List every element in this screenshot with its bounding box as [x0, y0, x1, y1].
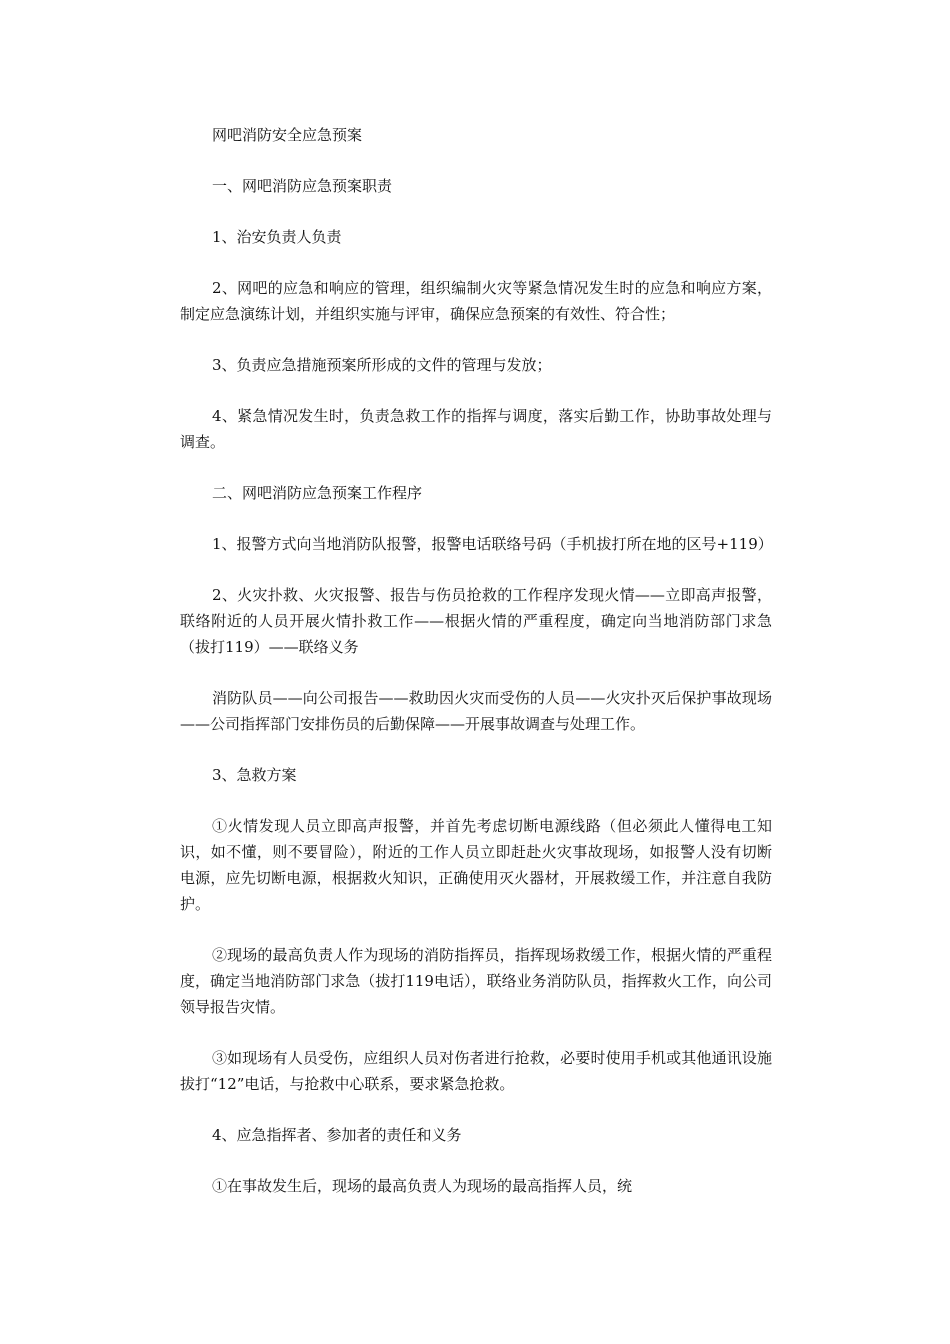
paragraph: ①火情发现人员立即高声报警，并首先考虑切断电源线路（但必须此人懂得电工知识，如不懂，则不要冒险），附近的工作人员立即赶赴火灾事故现场，如报警人没有切断电源，应先切断电源，根据救火知识，正确使用灭火器材，开展救缓工作，并注意自我防护。: [180, 817, 772, 913]
paragraph: 3、负责应急措施预案所形成的文件的管理与发放；: [212, 356, 552, 374]
paragraph: 2、火灾扑救、火灾报警、报告与伤员抢救的工作程序发现火情——立即高声报警，联络附近的人员开展火情扑救工作——根据火情的严重程度，确定向当地消防部门求急（拔打119）——联络义务: [180, 586, 772, 656]
paragraph: ①在事故发生后，现场的最高负责人为现场的最高指挥人员，统: [212, 1177, 633, 1195]
paragraph: 4、应急指挥者、参加者的责任和义务: [212, 1126, 462, 1144]
document-body: [180, 122, 772, 1224]
paragraph: 1、治安负责人负责: [212, 228, 342, 246]
paragraph: 4、紧急情况发生时，负责急救工作的指挥与调度，落实后勤工作，协助事故处理与调查。: [180, 407, 772, 451]
section-heading-1: 一、网吧消防应急预案职责: [212, 177, 393, 195]
paragraph: ②现场的最高负责人作为现场的消防指挥员，指挥现场救缓工作，根据火情的严重程度，确定当地消防部门求急（拔打119电话），联络业务消防队员，指挥救火工作，向公司领导报告灾情。: [180, 946, 772, 1016]
document-title: 网吧消防安全应急预案: [212, 126, 363, 144]
paragraph: 1、报警方式向当地消防队报警，报警电话联络号码（手机拔打所在地的区号+119）: [212, 535, 773, 553]
paragraph: 3、急救方案: [212, 766, 297, 784]
section-heading-2: 二、网吧消防应急预案工作程序: [212, 484, 423, 502]
paragraph: ③如现场有人员受伤，应组织人员对伤者进行抢救，必要时使用手机或其他通讯设施拔打“12”电话，与抢救中心联系，要求紧急抢救。: [180, 1049, 772, 1093]
paragraph: 消防队员——向公司报告——救助因火灾而受伤的人员——火灾扑灭后保护事故现场——公司指挥部门安排伤员的后勤保障——开展事故调查与处理工作。: [180, 689, 772, 733]
paragraph: 2、网吧的应急和响应的管理，组织编制火灾等紧急情况发生时的应急和响应方案，制定应急演练计划，并组织实施与评审，确保应急预案的有效性、符合性；: [180, 279, 772, 323]
